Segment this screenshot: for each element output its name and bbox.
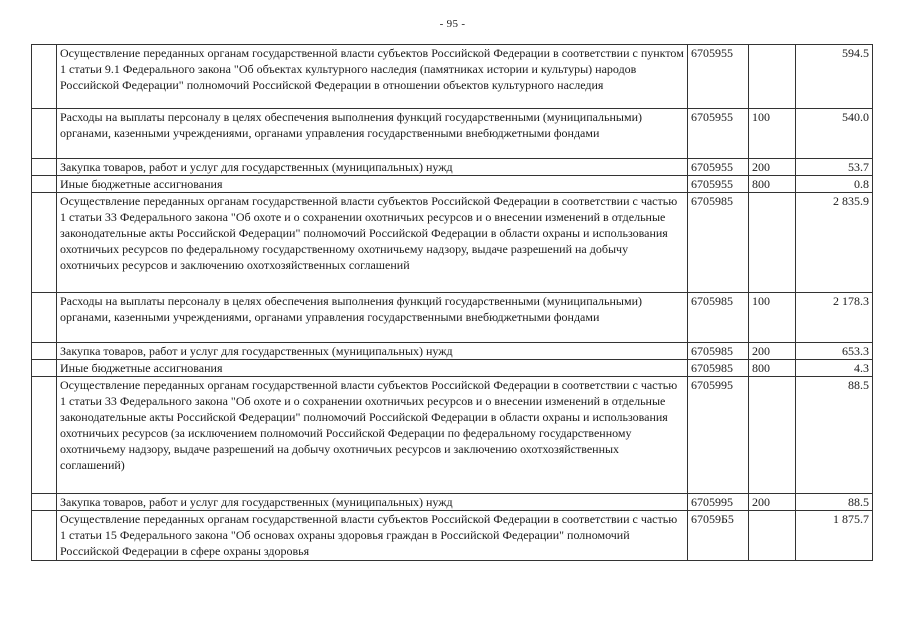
expense-name-cell: Закупка товаров, работ и услуг для государственных (муниципальных) нужд bbox=[57, 159, 688, 176]
blank-cell bbox=[32, 377, 57, 494]
expense-name-cell: Расходы на выплаты персоналу в целях обеспечения выполнения функций государственными (муниципальными) органами, казенными учреждениями, органами управления государственными внебюджетными фондами bbox=[57, 109, 688, 159]
expense-name-cell: Расходы на выплаты персоналу в целях обеспечения выполнения функций государственными (муниципальными) органами, казенными учреждениями, органами управления государственными внебюджетными фондами bbox=[57, 293, 688, 343]
amount-cell: 88.5 bbox=[796, 377, 873, 494]
amount-cell: 2 835.9 bbox=[796, 193, 873, 293]
target-code-cell: 6705955 bbox=[688, 109, 749, 159]
blank-cell bbox=[32, 343, 57, 360]
expense-name-cell: Закупка товаров, работ и услуг для государственных (муниципальных) нужд bbox=[57, 494, 688, 511]
target-code-cell: 6705985 bbox=[688, 360, 749, 377]
blank-cell bbox=[32, 293, 57, 343]
target-code-cell: 6705985 bbox=[688, 343, 749, 360]
target-code-cell: 6705995 bbox=[688, 377, 749, 494]
expense-name-cell: Иные бюджетные ассигнования bbox=[57, 176, 688, 193]
blank-cell bbox=[32, 360, 57, 377]
table-row bbox=[32, 511, 873, 561]
table-row bbox=[32, 45, 873, 109]
expense-type-cell: 200 bbox=[749, 494, 796, 511]
table-row bbox=[32, 193, 873, 293]
blank-cell bbox=[32, 176, 57, 193]
table-row bbox=[32, 343, 873, 360]
expense-type-cell: 200 bbox=[749, 343, 796, 360]
expense-name-cell: Осуществление переданных органам государственной власти субъектов Российской Федерации в соответствии с частью 1 статьи 33 Федерального закона "Об охоте и о сохранении охотничьих ресурсов и о внесении изменений в отдельные законодательные акты Российской Федерации" полномочий Российской Федерации в области охраны и использования охотничьих ресурсов по федеральному государственному охотничьему надзору, выдаче разрешений на добычу охотничьих ресурсов и заключению охотхозяйственных соглашений bbox=[57, 193, 688, 293]
table-row bbox=[32, 176, 873, 193]
amount-cell: 2 178.3 bbox=[796, 293, 873, 343]
amount-cell: 0.8 bbox=[796, 176, 873, 193]
expense-name-cell: Закупка товаров, работ и услуг для государственных (муниципальных) нужд bbox=[57, 343, 688, 360]
target-code-cell: 6705995 bbox=[688, 494, 749, 511]
amount-cell: 540.0 bbox=[796, 109, 873, 159]
expense-type-cell: 800 bbox=[749, 176, 796, 193]
blank-cell bbox=[32, 494, 57, 511]
blank-cell bbox=[32, 193, 57, 293]
expense-name-cell: Осуществление переданных органам государственной власти субъектов Российской Федерации в соответствии с частью 1 статьи 33 Федерального закона "Об охоте и о сохранении охотничьих ресурсов и о внесении изменений в отдельные законодательные акты Российской Федерации" полномочий Российской Федерации в области охраны и использования охотничьих ресурсов (за исключением полномочий Российской Федерации по федеральному государственному охотничьему надзору, выдаче разрешений на добычу охотничьих ресурсов и заключению охотхозяйственных соглашений) bbox=[57, 377, 688, 494]
blank-cell bbox=[32, 159, 57, 176]
target-code-cell: 6705985 bbox=[688, 193, 749, 293]
amount-cell: 53.7 bbox=[796, 159, 873, 176]
expense-type-cell bbox=[749, 511, 796, 561]
amount-cell: 4.3 bbox=[796, 360, 873, 377]
table-row bbox=[32, 494, 873, 511]
table-row bbox=[32, 293, 873, 343]
target-code-cell: 67059Б5 bbox=[688, 511, 749, 561]
expense-name-cell: Иные бюджетные ассигнования bbox=[57, 360, 688, 377]
table-row bbox=[32, 360, 873, 377]
expense-type-cell bbox=[749, 193, 796, 293]
amount-cell: 1 875.7 bbox=[796, 511, 873, 561]
target-code-cell: 6705985 bbox=[688, 293, 749, 343]
table-row bbox=[32, 377, 873, 494]
expense-type-cell: 200 bbox=[749, 159, 796, 176]
blank-cell bbox=[32, 109, 57, 159]
expense-type-cell: 100 bbox=[749, 293, 796, 343]
amount-cell: 88.5 bbox=[796, 494, 873, 511]
target-code-cell: 6705955 bbox=[688, 45, 749, 109]
expense-name-cell: Осуществление переданных органам государственной власти субъектов Российской Федерации в соответствии с пунктом 1 статьи 9.1 Федерального закона "Об объектах культурного наследия (памятниках истории и культуры) народов Российской Федерации" полномочий Российской Федерации в отношении объектов культурного наследия bbox=[57, 45, 688, 109]
expense-type-cell: 800 bbox=[749, 360, 796, 377]
blank-cell bbox=[32, 511, 57, 561]
expense-type-cell: 100 bbox=[749, 109, 796, 159]
page-number: - 95 - bbox=[439, 18, 466, 30]
expense-type-cell bbox=[749, 45, 796, 109]
amount-cell: 653.3 bbox=[796, 343, 873, 360]
target-code-cell: 6705955 bbox=[688, 159, 749, 176]
expense-type-cell bbox=[749, 377, 796, 494]
table-row bbox=[32, 109, 873, 159]
budget-table bbox=[31, 44, 873, 561]
blank-cell bbox=[32, 45, 57, 109]
expense-name-cell: Осуществление переданных органам государственной власти субъектов Российской Федерации в соответствии с частью 1 статьи 15 Федерального закона "Об основах охраны здоровья граждан в Российской Федерации" полномочий Российской Федерации в сфере охраны здоровья bbox=[57, 511, 688, 561]
table-row bbox=[32, 159, 873, 176]
amount-cell: 594.5 bbox=[796, 45, 873, 109]
target-code-cell: 6705955 bbox=[688, 176, 749, 193]
